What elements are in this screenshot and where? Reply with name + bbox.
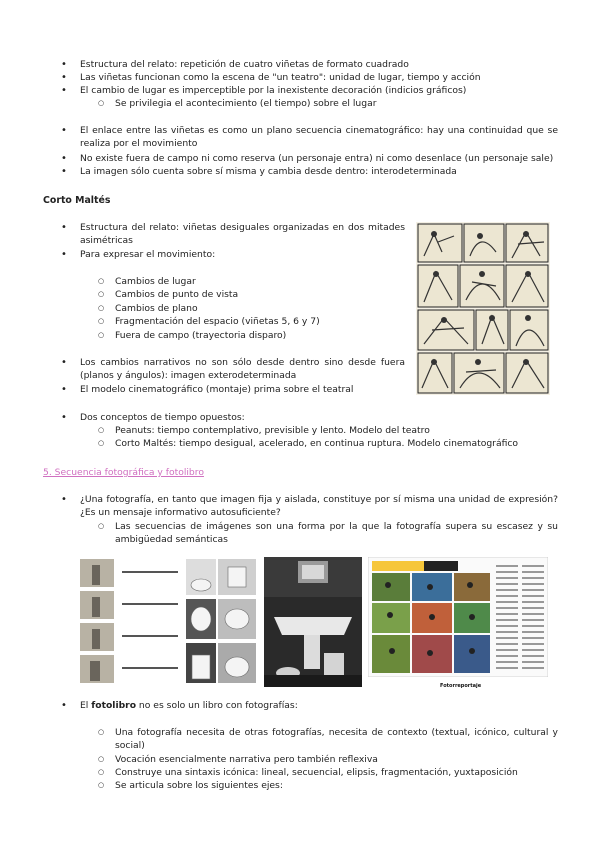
bullet-item: • Estructura del relato: viñetas desiguales organizadas en dos mitades asimétricas [80, 221, 405, 247]
sub-bullet-item: ○ Peanuts: tiempo contemplativo, previsible y lento. Modelo del teatro [115, 424, 430, 437]
sub-bullet-item: ○ Una fotografía necesita de otras fotografías, necesita de contexto (textual, icónico, cultural y social) [115, 726, 558, 752]
bold-term: fotolibro [91, 700, 137, 711]
sub-bullet-item: ○ Fuera de campo (trayectoria disparo) [115, 329, 286, 342]
section-link[interactable]: 5. Secuencia fotográfica y fotolibro [43, 467, 204, 478]
bathroom-photo-image [264, 557, 362, 687]
text-suffix: no es solo un libro con fotografías: [136, 700, 298, 711]
photo-report-image [368, 557, 548, 677]
bullet-item: • El modelo cinematográfico (montaje) prima sobre el teatral [80, 383, 353, 396]
comic-page-image [416, 222, 550, 395]
sub-bullet-item: ○ Vocación esencialmente narrativa pero también reflexiva [115, 753, 378, 766]
bullet-item: • La imagen sólo cuenta sobre sí misma y cambia desde dentro: interodeterminada [80, 165, 457, 178]
photo-sequence-image [78, 557, 258, 687]
sub-bullet-item: ○ Fragmentación del espacio (viñetas 5, 6 y 7) [115, 315, 320, 328]
sub-bullet-item: ○ Corto Maltés: tiempo desigual, acelerado, en continua ruptura. Modelo cinematográfico [115, 437, 518, 450]
section-heading: Corto Maltés [43, 195, 111, 206]
bullet-item: • Dos conceptos de tiempo opuestos: [80, 411, 245, 424]
bullet-item [80, 699, 298, 712]
bullet-item: • No existe fuera de campo ni como reserva (un personaje entra) ni como desenlace (un personaje sale) [80, 152, 553, 165]
sub-bullet-item: ○ Cambios de punto de vista [115, 288, 238, 301]
bullet-item: • Estructura del relato: repetición de cuatro viñetas de formato cuadrado [80, 58, 409, 71]
sub-bullet-item: ○ Las secuencias de imágenes son una forma por la que la fotografía supera su escasez y su ambigüedad semánticas [115, 520, 558, 546]
bullet-item: • Para expresar el movimiento: [80, 248, 215, 261]
sub-bullet-item: ○ Cambios de plano [115, 302, 198, 315]
bullet-item: • El cambio de lugar es imperceptible por la inexistente decoración (indicios gráficos) [80, 84, 466, 97]
sub-bullet-item: ○ Se articula sobre los siguientes ejes: [115, 779, 283, 792]
bullet-item: • Las viñetas funcionan como la escena de "un teatro": unidad de lugar, tiempo y acción [80, 71, 481, 84]
bullet-item: • Los cambios narrativos no son sólo desde dentro sino desde fuera (planos y ángulos): imagen exterodeterminada [80, 356, 405, 382]
bullet-item: • El enlace entre las viñetas es como un plano secuencia cinematográfico: hay una continuidad que se realiza por el movimiento [80, 124, 558, 150]
sub-bullet-item: ○ Se privilegia el acontecimiento (el tiempo) sobre el lugar [115, 97, 376, 110]
sub-bullet-item: ○ Cambios de lugar [115, 275, 196, 288]
sub-bullet-item: ○ Construye una sintaxis icónica: lineal, secuencial, elipsis, fragmentación, yuxtaposición [115, 766, 518, 779]
bullet-item: • ¿Una fotografía, en tanto que imagen fija y aislada, constituye por sí misma una unidad de expresión? ¿Es un mensaje informativo autosuficiente? [80, 493, 558, 519]
text-prefix: El [80, 700, 92, 711]
image-caption: Fotorreportaje [440, 683, 482, 689]
